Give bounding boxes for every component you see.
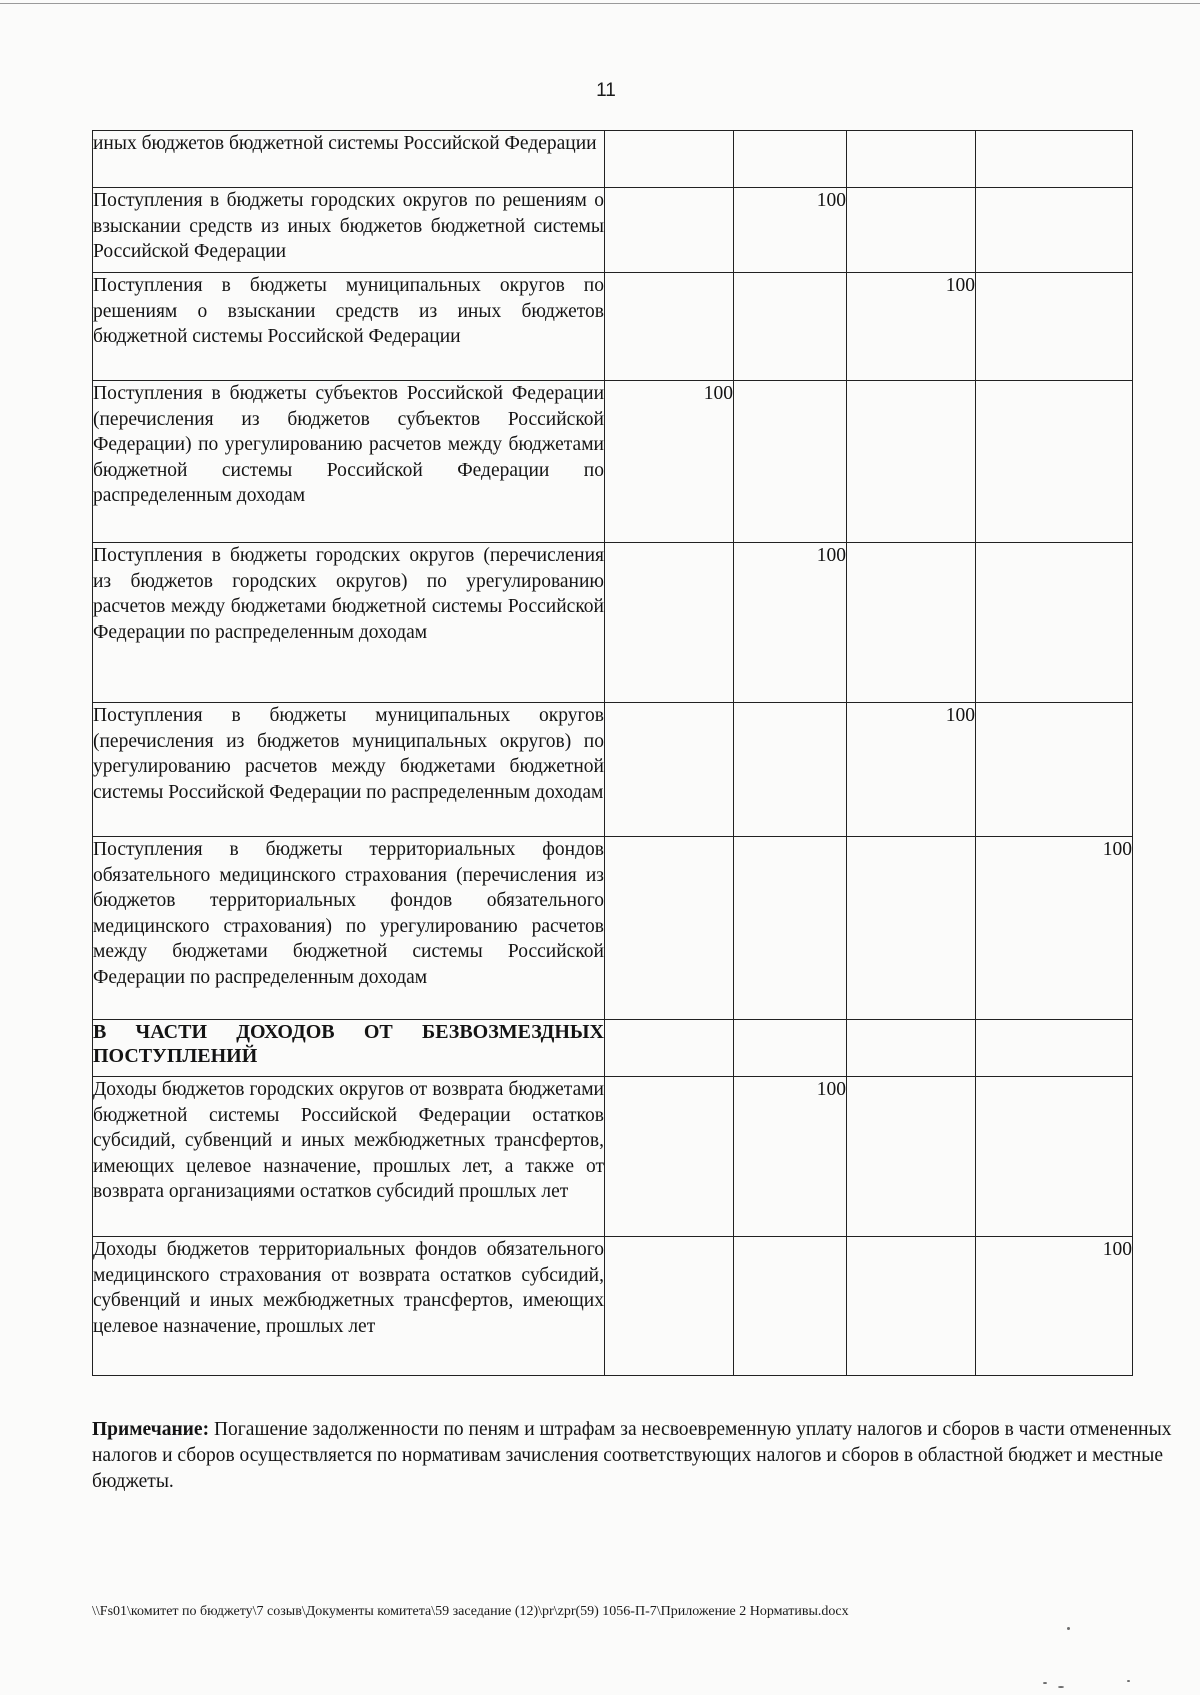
revenue-description: Доходы бюджетов городских округов от возврата бюджетами бюджетной системы Российской Федерации остатков субсидий, субвенций и иных межбюджетных трансфертов, имеющих целевое назначение, прошлых лет, а также от возврата организациями остатков субсидий прошлых лет xyxy=(93,1077,605,1237)
norm-value-city-district xyxy=(734,131,847,188)
revenue-description: Поступления в бюджеты муниципальных округов по решениям о взыскании средств из иных бюджетов бюджетной системы Российской Федерации xyxy=(93,273,605,381)
norm-value-regional: 100 xyxy=(605,381,734,543)
norm-value-medical-fund: 100 xyxy=(976,1237,1133,1376)
norm-value-municipal-district: 100 xyxy=(847,703,976,837)
revenue-description: Поступления в бюджеты муниципальных округов (перечисления из бюджетов муниципальных округов) по урегулированию расчетов между бюджетами бюджетной системы Российской Федерации по распределенным доходам xyxy=(93,703,605,837)
norm-value-city-district xyxy=(734,1020,847,1077)
norm-value-regional xyxy=(605,1077,734,1237)
norm-value-regional xyxy=(605,131,734,188)
table-row xyxy=(93,1077,1133,1237)
norm-value-medical-fund xyxy=(976,273,1133,381)
table-row xyxy=(93,837,1133,1020)
table-row xyxy=(93,273,1133,381)
norm-value-municipal-district: 100 xyxy=(847,273,976,381)
norm-value-medical-fund xyxy=(976,703,1133,837)
norm-value-medical-fund xyxy=(976,188,1133,273)
norm-value-municipal-district xyxy=(847,131,976,188)
norm-value-municipal-district xyxy=(847,1237,976,1376)
table-row xyxy=(93,131,1133,188)
revenue-norms-table xyxy=(92,130,1133,1376)
norm-value-city-district: 100 xyxy=(734,188,847,273)
norm-value-regional xyxy=(605,703,734,837)
norm-value-regional xyxy=(605,837,734,1020)
norm-value-regional xyxy=(605,1237,734,1376)
norm-value-municipal-district xyxy=(847,381,976,543)
norm-value-regional xyxy=(605,273,734,381)
norm-value-medical-fund xyxy=(976,1020,1133,1077)
norm-value-regional xyxy=(605,188,734,273)
norm-value-municipal-district xyxy=(847,1077,976,1237)
table-row xyxy=(93,703,1133,837)
table-row xyxy=(93,381,1133,543)
revenue-description: Поступления в бюджеты субъектов Российской Федерации (перечисления из бюджетов субъектов Российской Федерации) по урегулированию расчетов между бюджетами бюджетной системы Российской Федерации по распределенным доходам xyxy=(93,381,605,543)
revenue-description: иных бюджетов бюджетной системы Российской Федерации xyxy=(93,131,605,188)
norm-value-medical-fund xyxy=(976,1077,1133,1237)
norm-value-city-district xyxy=(734,1237,847,1376)
norm-value-city-district: 100 xyxy=(734,1077,847,1237)
page-number: 11 xyxy=(596,80,616,101)
table-row xyxy=(93,1020,1133,1077)
norm-value-municipal-district xyxy=(847,1020,976,1077)
revenue-description: Поступления в бюджеты территориальных фондов обязательного медицинского страхования (перечисления из бюджетов территориальных фондов обязательного медицинского страхования) по урегулированию расчетов между бюджетами бюджетной системы Российской Федерации по распределенным доходам xyxy=(93,837,605,1020)
footnote-text: Погашение задолженности по пеням и штрафам за несвоевременную уплату налогов и сборов в части отмененных налогов и сборов осуществляется по нормативам зачисления соответствующих налогов и сборов в областной бюджет и местные бюджеты. xyxy=(92,1419,1172,1492)
norm-value-city-district xyxy=(734,837,847,1020)
norm-value-city-district: 100 xyxy=(734,543,847,703)
table-row xyxy=(93,543,1133,703)
scan-speck xyxy=(1058,1686,1064,1688)
scan-speck xyxy=(1067,1627,1070,1630)
norm-value-city-district xyxy=(734,273,847,381)
norm-value-regional xyxy=(605,543,734,703)
norm-value-city-district xyxy=(734,703,847,837)
footnote xyxy=(92,1417,1172,1495)
norm-value-regional xyxy=(605,1020,734,1077)
norm-value-municipal-district xyxy=(847,543,976,703)
revenue-description: Поступления в бюджеты городских округов по решениям о взыскании средств из иных бюджетов бюджетной системы Российской Федерации xyxy=(93,188,605,273)
footnote-label: Примечание: xyxy=(92,1419,210,1440)
norm-value-municipal-district xyxy=(847,837,976,1020)
scan-speck xyxy=(1127,1680,1130,1682)
norm-value-medical-fund xyxy=(976,381,1133,543)
norm-value-medical-fund xyxy=(976,543,1133,703)
norm-value-medical-fund xyxy=(976,131,1133,188)
scan-edge-line xyxy=(0,3,1200,4)
table-row xyxy=(93,1237,1133,1376)
document-file-path: \\Fs01\комитет по бюджету\7 созыв\Документы комитета\59 заседание (12)\pr\zpr(59) 1056-П-7\Приложение 2 Нормативы.docx xyxy=(92,1604,849,1619)
section-heading: В ЧАСТИ ДОХОДОВ ОТ БЕЗВОЗМЕЗДНЫХ ПОСТУПЛЕНИЙ xyxy=(93,1020,605,1077)
norm-value-municipal-district xyxy=(847,188,976,273)
revenue-description: Доходы бюджетов территориальных фондов обязательного медицинского страхования от возврата остатков субсидий, субвенций и иных межбюджетных трансфертов, имеющих целевое назначение, прошлых лет xyxy=(93,1237,605,1376)
table-row xyxy=(93,188,1133,273)
revenue-description: Поступления в бюджеты городских округов (перечисления из бюджетов городских округов) по урегулированию расчетов между бюджетами бюджетной системы Российской Федерации по распределенным доходам xyxy=(93,543,605,703)
norm-value-medical-fund: 100 xyxy=(976,837,1133,1020)
scan-speck xyxy=(1043,1682,1047,1684)
norm-value-city-district xyxy=(734,381,847,543)
